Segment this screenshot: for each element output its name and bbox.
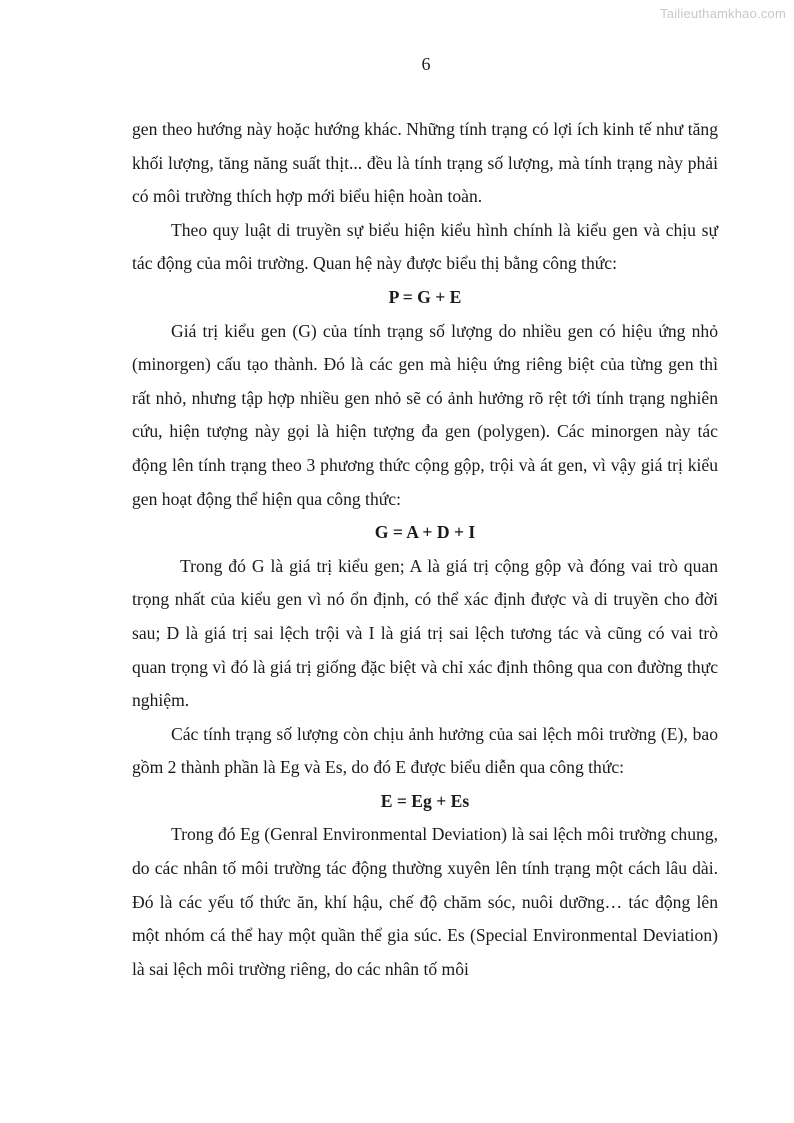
paragraph-3: Giá trị kiểu gen (G) của tính trạng số lượng do nhiều gen có hiệu ứng nhỏ (minorgen) cấu tạo thành. Đó là các gen mà hiệu ứng riêng biệt của từng gen thì rất nhỏ, nhưng tập hợp nhiều gen nhỏ sẽ có ảnh hưởng rõ rệt tới tính trạng nghiên cứu, hiện tượng này gọi là hiện tượng đa gen (polygen). Các minorgen này tác động lên tính trạng theo 3 phương thức cộng gộp, trội và át gen, vì vậy giá trị kiểu gen hoạt động thể hiện qua công thức: bbox=[132, 320, 718, 509]
paragraph-1: gen theo hướng này hoặc hướng khác. Những tính trạng có lợi ích kinh tế như tăng khối lượng, tăng năng suất thịt... đều là tính trạng số lượng, mà tính trạng này phải có môi trường thích hợp mới biểu hiện hoàn toàn. bbox=[132, 119, 718, 207]
document-body bbox=[132, 113, 718, 986]
paragraph-4: Trong đó G là giá trị kiểu gen; A là giá trị cộng gộp và đóng vai trò quan trọng nhất của kiểu gen vì nó ổn định, có thể xác định được và di truyền cho đời sau; D là giá trị sai lệch trội và I là giá trị sai lệch tương tác và cũng có vai trò quan trọng vì đó là giá trị giống đặc biệt và chỉ xác định thông qua con đường thực nghiệm. bbox=[132, 555, 718, 711]
paragraph-6: Trong đó Eg (Genral Environmental Deviation) là sai lệch môi trường chung, do các nhân tố môi trường tác động thường xuyên lên tính trạng một cách lâu dài. Đó là các yếu tố thức ăn, khí hậu, chế độ chăm sóc, nuôi dưỡng… tác động lên một nhóm cá thể hay một quần thể gia súc. Es (Special Environmental Deviation) là sai lệch môi trường riêng, do các nhân tố môi bbox=[132, 824, 718, 979]
formula-environment: E = Eg + Es bbox=[380, 790, 470, 811]
watermark: Tailieuthamkhao.com bbox=[660, 6, 786, 21]
formula-phenotype: P = G + E bbox=[388, 286, 462, 307]
page-number: 6 bbox=[421, 54, 431, 74]
paragraph-5: Các tính trạng số lượng còn chịu ảnh hưởng của sai lệch môi trường (E), bao gồm 2 thành phần là Eg và Es, do đó E được biểu diễn qua công thức: bbox=[132, 723, 718, 778]
formula-genotype: G = A + D + I bbox=[374, 522, 476, 543]
paragraph-2: Theo quy luật di truyền sự biểu hiện kiểu hình chính là kiểu gen và chịu sự tác động của môi trường. Quan hệ này được biểu thị bằng công thức: bbox=[132, 219, 718, 274]
